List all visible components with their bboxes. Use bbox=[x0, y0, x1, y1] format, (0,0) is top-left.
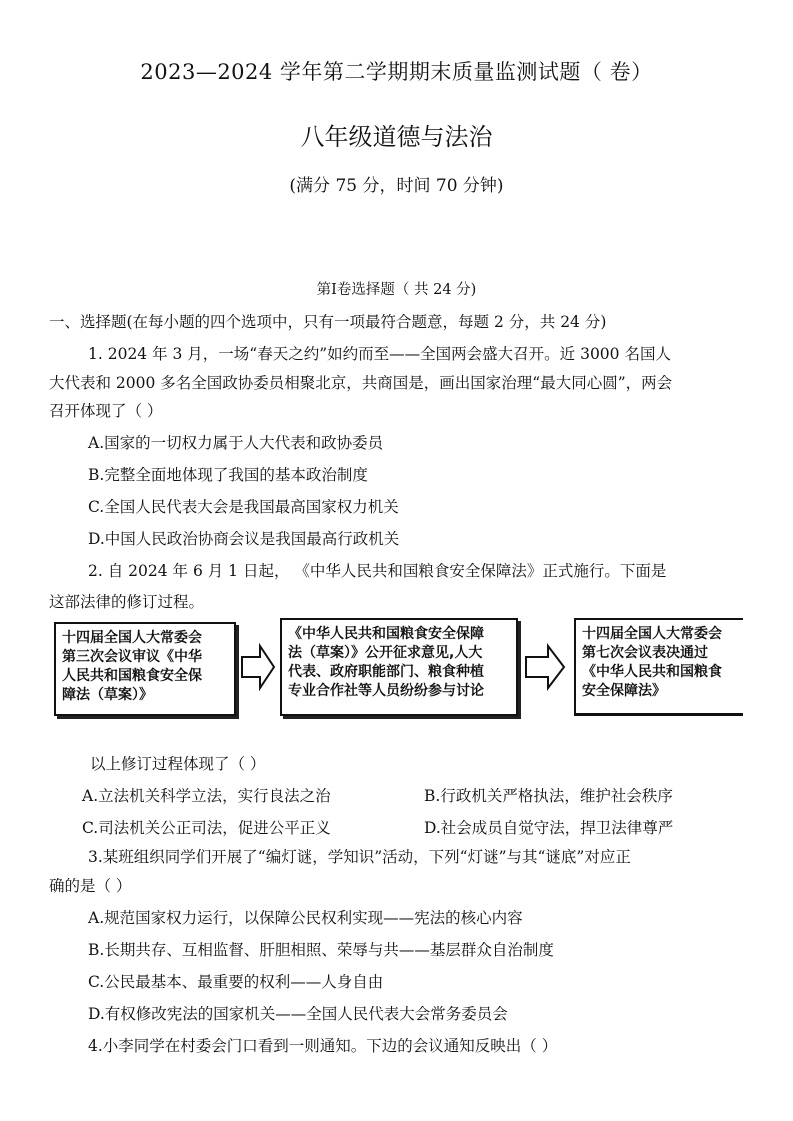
q3-option-b: B.长期共存、互相监督、肝胆相照、荣辱与共——基层群众自治制度 bbox=[88, 941, 554, 959]
flow-step-3-line: 十四届全国人大常委会 bbox=[582, 626, 722, 642]
q2-option-b: B.行政机关严格执法，维护社会秩序 bbox=[424, 787, 673, 805]
q1-stem-line-2: 大代表和 2000 多名全国政协委员相聚北京，共商国是，画出国家治理“最大同心圆”，两会 bbox=[49, 374, 673, 392]
flow-step-2-line: 代表、政府职能部门、粮食种植 bbox=[288, 664, 484, 680]
q3-option-a: A.规范国家权力运行，以保障公民权利实现——宪法的核心内容 bbox=[88, 909, 523, 927]
q1-stem-line-1: 1. 2024 年 3 月，一场“春天之约”如约而至——全国两会盛大召开。近 3000 名国人 bbox=[88, 345, 671, 363]
q1-option-a: A.国家的一切权力属于人大代表和政协委员 bbox=[88, 434, 384, 452]
part-one-title: 第Ⅰ卷选择题（ 共 24 分) bbox=[316, 282, 477, 298]
flow-step-2-line: 专业合作社等人员纷纷参与讨论 bbox=[288, 683, 484, 699]
subject-title: 八年级道德与法治 bbox=[300, 123, 493, 151]
flow-step-3-line: 安全保障法》 bbox=[582, 683, 666, 699]
flow-step-1-line: 十四届全国人大常委会 bbox=[62, 630, 202, 646]
q1-option-c: C.全国人民代表大会是我国最高国家权力机关 bbox=[88, 498, 399, 516]
flow-arrow-2-icon bbox=[524, 643, 566, 691]
q3-stem-line-2: 确的是（ ） bbox=[49, 877, 132, 895]
flow-step-2-line: 《中华人民共和国粮食安全保障 bbox=[288, 626, 484, 642]
section-instruction: 一、选择题(在每小题的四个选项中，只有一项最符合题意，每题 2 分，共 24 分) bbox=[49, 313, 607, 331]
score-info: (满分 75 分，时间 70 分钟) bbox=[289, 176, 504, 196]
flow-step-3-line: 第七次会议表决通过 bbox=[582, 645, 708, 661]
flow-step-3-line: 《中华人民共和国粮食 bbox=[582, 664, 722, 680]
q3-option-c: C.公民最基本、最重要的权利——人身自由 bbox=[88, 973, 384, 991]
flow-step-2-line: 法（草案）》公开征求意见,人大 bbox=[288, 645, 483, 661]
q2-question: 以上修订过程体现了（ ） bbox=[90, 755, 266, 773]
q1-option-b: B.完整全面地体现了我国的基本政治制度 bbox=[88, 466, 368, 484]
q2-option-c: C.司法机关公正司法，促进公平正义 bbox=[82, 819, 331, 837]
flow-step-3 bbox=[574, 618, 743, 716]
q3-option-d: D.有权修改宪法的国家机关——全国人民代表大会常务委员会 bbox=[88, 1005, 508, 1023]
q2-option-d: D.社会成员自觉守法，捍卫法律尊严 bbox=[424, 819, 674, 837]
exam-title: 2023—2024 学年第二学期期末质量监测试题（ 卷） bbox=[140, 60, 653, 84]
flow-step-2 bbox=[280, 618, 518, 716]
q2-stem-line-2: 这部法律的修订过程。 bbox=[49, 593, 205, 611]
q2-stem-line-1: 2. 自 2024 年 6 月 1 日起， 《中华人民共和国粮食安全保障法》正式施行。下面是 bbox=[88, 562, 667, 580]
flow-step-1-line: 障法（草案）》 bbox=[62, 687, 153, 703]
flow-step-1-line: 人民共和国粮食安全保 bbox=[62, 668, 202, 684]
q1-option-d: D.中国人民政治协商会议是我国最高行政机关 bbox=[88, 530, 400, 548]
q2-option-a: A.立法机关科学立法，实行良法之治 bbox=[82, 787, 331, 805]
q3-stem-line-1: 3.某班组织同学们开展了“编灯谜，学知识”活动，下列“灯谜”与其“谜底”对应正 bbox=[88, 848, 631, 866]
flow-step-1 bbox=[54, 622, 236, 716]
q1-stem-line-3: 召开体现了（ ） bbox=[49, 402, 163, 420]
flow-step-1-line: 第三次会议审议《中华 bbox=[62, 649, 202, 665]
q4-stem-line-1: 4.小李同学在村委会门口看到一则通知。下边的会议通知反映出（ ） bbox=[88, 1037, 558, 1055]
flow-arrow-1-icon bbox=[240, 643, 276, 691]
